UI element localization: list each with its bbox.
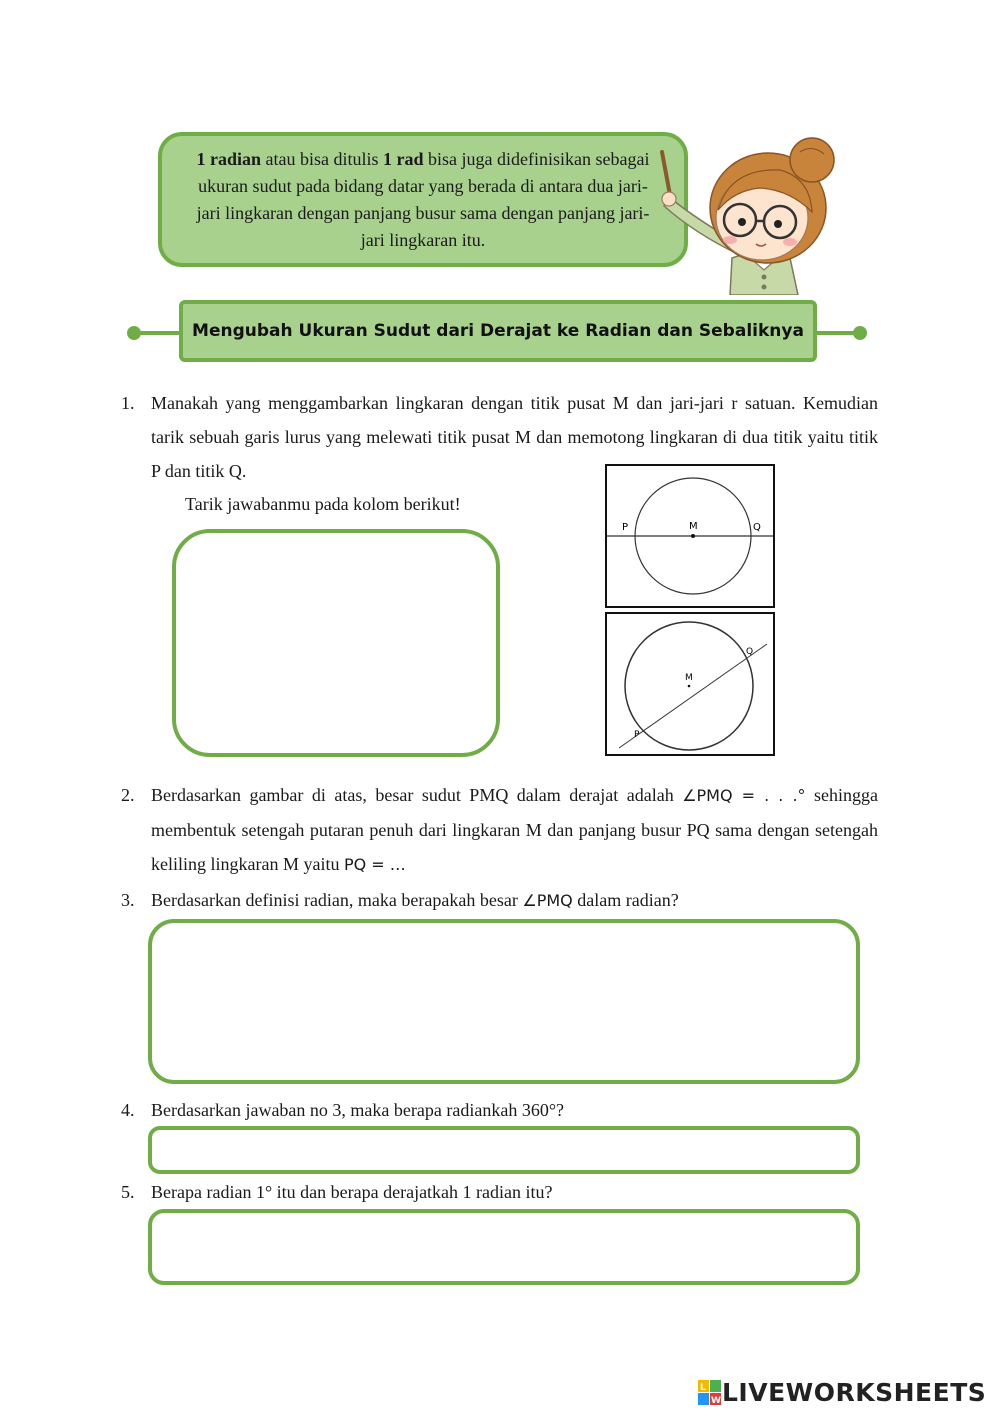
question-number: 1. (121, 393, 135, 413)
question-number: 2. (121, 785, 135, 805)
svg-text:W: W (711, 1395, 721, 1406)
question-number: 4. (121, 1100, 135, 1120)
answer-box-5[interactable] (148, 1209, 860, 1285)
section-title-box (179, 300, 817, 362)
label-m: M (685, 673, 693, 683)
svg-text:L: L (700, 1382, 706, 1393)
question-2-text-part: sehingga membentuk setengah putaran penuh dari lingkaran M dan panjang busur PQ sama dengan setengah keliling lingkaran M yaitu (151, 785, 879, 874)
liveworksheets-logo-icon (698, 1380, 722, 1406)
circle-diagram-2 (607, 614, 773, 754)
question-3-text-part: dalam radian? (572, 890, 679, 910)
label-m: M (689, 521, 698, 532)
teacher-illustration (660, 130, 845, 295)
answer-box-3[interactable] (148, 919, 860, 1084)
term-radian: 1 radian (196, 148, 262, 169)
question-3-text-part: Berdasarkan definisi radian, maka berapakah besar (151, 890, 523, 910)
question-3-text (151, 883, 878, 918)
figure-circle-diagonal[interactable] (605, 612, 775, 756)
question-5-text: Berapa radian 1° itu dan berapa derajatkah 1 radian itu? (151, 1182, 553, 1202)
question-1-instruction: Tarik jawabanmu pada kolom berikut! (185, 494, 461, 514)
answer-dropzone-1[interactable] (172, 529, 500, 757)
liveworksheets-logo[interactable] (698, 1378, 986, 1407)
question-2-text-part: Berdasarkan gambar di atas, besar sudut PMQ dalam derajat adalah (151, 785, 683, 805)
definition-box (158, 132, 688, 267)
label-q: Q (746, 647, 754, 657)
definition-text-part: atau bisa ditulis (261, 148, 384, 169)
label-p: P (622, 522, 629, 533)
definition-text-part: bisa juga didefinisikan sebagai ukuran sudut pada bidang datar yang berada di antara dua jari-jari lingkaran dengan panjang busur sama dengan panjang jari-jari lingkaran itu. (196, 148, 650, 250)
question-number: 3. (121, 890, 135, 910)
figure-circle-horizontal[interactable] (605, 464, 775, 608)
math-arc-pq: PQ = … (343, 855, 406, 874)
question-1-text-content: Manakah yang menggambarkan lingkaran dengan titik pusat M dan jari-jari r satuan. Kemudian tarik sebuah garis lurus yang melewati titik pusat M dan memotong lingkaran di dua titik yaitu titik P dan titik Q. (151, 393, 878, 481)
term-rad: 1 rad (383, 148, 424, 169)
circle-diagram-1 (607, 466, 773, 606)
question-2-text (151, 778, 878, 882)
question-4-text: Berdasarkan jawaban no 3, maka berapa radiankah 360°? (151, 1100, 565, 1120)
math-angle-pmq: ∠PMQ = . . .° (682, 786, 806, 805)
title-dot-right (853, 326, 867, 340)
label-p: P (634, 730, 640, 740)
title-dot-left (127, 326, 141, 340)
definition-text (192, 146, 654, 254)
answer-box-4[interactable] (148, 1126, 860, 1174)
question-number: 5. (121, 1182, 135, 1202)
liveworksheets-logo-text: LIVEWORKSHEETS (722, 1378, 987, 1407)
label-q: Q (753, 522, 761, 533)
section-title: Mengubah Ukuran Sudut dari Derajat ke Radian dan Sebaliknya (192, 321, 804, 341)
math-angle-pmq: ∠PMQ (522, 891, 573, 910)
